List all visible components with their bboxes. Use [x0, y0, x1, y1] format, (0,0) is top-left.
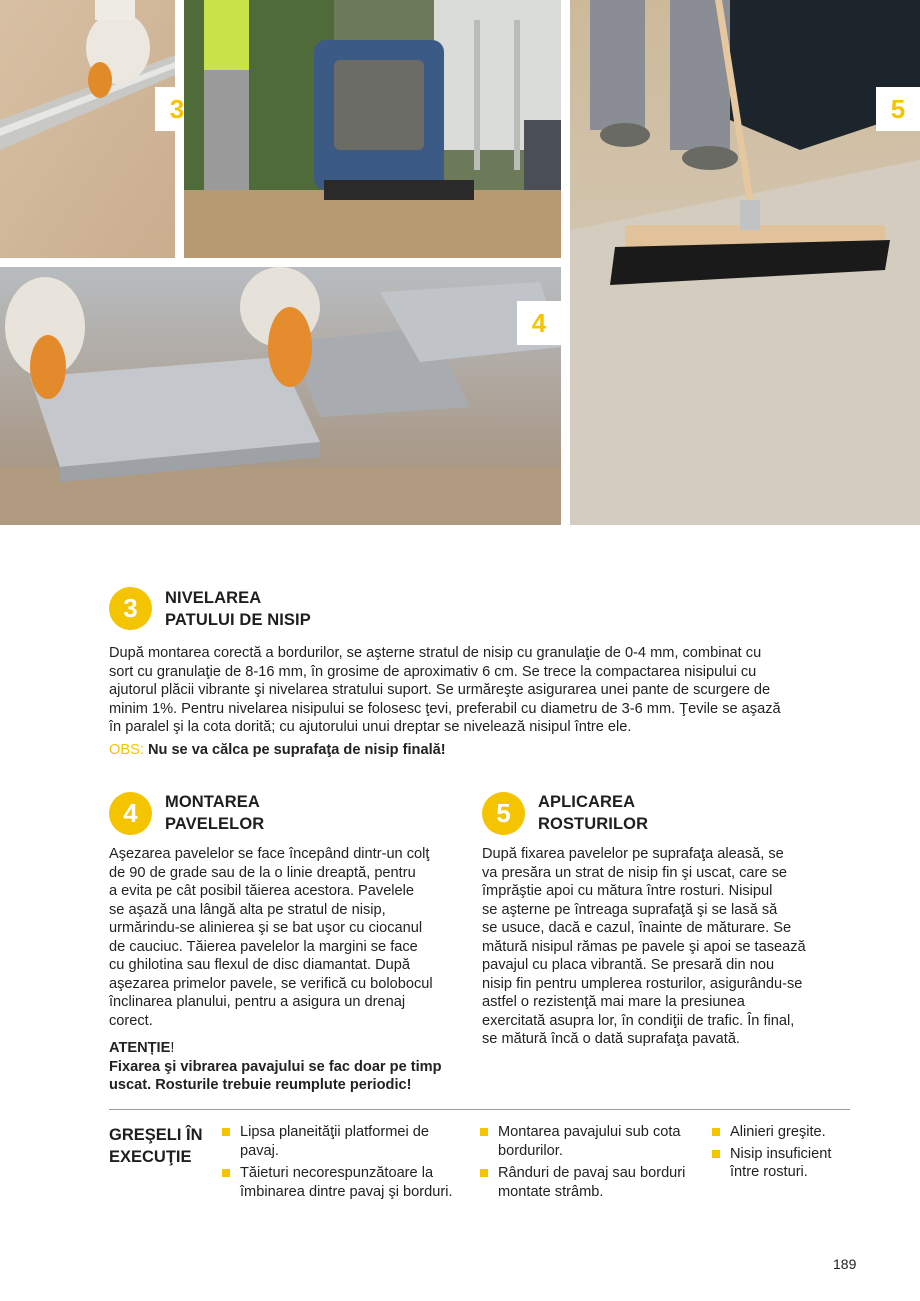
text-line: va presăra un strat de nisip fin şi uscat, care se [482, 864, 787, 881]
text-line: Aşezarea pavelelor se face începând dintr-un colţ [109, 846, 430, 862]
text-line: urmărindu-se alinierea şi se bat uşor cu ciocanul [109, 920, 423, 936]
photo-sweeping [570, 0, 920, 525]
text-line: se aşterne pe întreaga suprafaţă şi se lasă să [482, 901, 778, 918]
laying-pavers-image [0, 267, 561, 525]
photo-leveling [0, 0, 175, 258]
step-4-title-line2: PAVELELOR [165, 815, 265, 833]
text-line: minim 1%. Pentru nivelarea nisipului se folosesc ţevi, preferabil cu diametru de 3-6 mm. Ţevile se aşază [109, 700, 781, 717]
photo-tag-5: 5 [876, 87, 920, 131]
error-text-line: Lipsa planeităţii platformei de [240, 1124, 430, 1140]
error-item [712, 1145, 857, 1182]
text-line: După montarea corectă a bordurilor, se aşterne stratul de nisip cu granulaţie de 0-4 mm, combinat cu [109, 645, 762, 661]
step-3-title [165, 587, 311, 631]
text-line: sort cu granulaţie de 8-16 mm, în grosime de aproximativ 6 cm. Se trece la compactarea nisipului cu [109, 663, 757, 680]
bullet-square-icon [222, 1128, 230, 1136]
text-line: în paralel şi la cota dorită; cu ajutorului unui dreptar se nivelează nisipul între ele. [109, 719, 632, 735]
text-line: de 90 de grade sau de la o linie dreaptă, pentru [109, 864, 416, 881]
step-3-paragraph [109, 644, 854, 737]
errors-list-col1 [222, 1123, 472, 1205]
error-text-line: între rosturi. [730, 1164, 808, 1180]
error-text-line: Tăieturi necorespunzătoare la [240, 1165, 434, 1181]
bullet-square-icon [222, 1169, 230, 1177]
obs-text: Nu se va călca pe suprafaţa de nisip finală! [147, 742, 446, 758]
bullet-square-icon [480, 1128, 488, 1136]
leveling-image [0, 0, 175, 258]
errors-title-line1: GREŞELI ÎN [109, 1126, 203, 1144]
step-3-title-line2: PATULUI DE NISIP [165, 611, 311, 629]
step-5-title-line2: ROSTURILOR [538, 815, 649, 833]
error-text-line: Rânduri de pavaj sau borduri [498, 1165, 686, 1181]
error-text-line: îmbinarea dintre pavaj şi borduri. [240, 1183, 453, 1200]
errors-title [109, 1124, 203, 1168]
text-line: corect. [109, 1012, 153, 1029]
step-5-title-line1: APLICAREA [538, 793, 636, 811]
text-line: cu ghilotina sau flexul de disc diamantat. După [109, 957, 410, 973]
text-line: ajutorul plăcii vibrante şi nivelarea stratului suport. Se urmăreşte asigurarea unei pante de scurgere de [109, 682, 771, 698]
step-4-number-circle: 4 [109, 792, 152, 835]
text-line: se mătură încă o dată suprafaţa pavată. [482, 1031, 740, 1047]
step-5-title [538, 791, 648, 835]
step-4-attention-note [109, 1039, 479, 1095]
bullet-square-icon [712, 1150, 720, 1158]
text-line: de cauciuc. Tăierea pavelelor la margini se face [109, 938, 418, 955]
error-text-line: bordurilor. [498, 1142, 563, 1159]
error-item [222, 1164, 472, 1201]
photo-tag-3: 3 [155, 87, 199, 131]
attention-line1: Fixarea şi vibrarea pavajului se fac doar pe timp [109, 1058, 442, 1075]
step-5-paragraph [482, 845, 852, 1049]
photo-tag-4: 4 [517, 301, 561, 345]
error-text-line: Montarea pavajului sub cota [498, 1124, 681, 1140]
error-item [712, 1123, 857, 1142]
errors-list-col2 [480, 1123, 705, 1205]
attention-label: ATENȚIE [109, 1040, 171, 1056]
error-item [222, 1123, 472, 1160]
error-text-line: Alinieri greşite. [730, 1124, 826, 1140]
bullet-square-icon [480, 1169, 488, 1177]
error-item [480, 1164, 705, 1201]
errors-title-line2: EXECUŢIE [109, 1148, 192, 1166]
text-line: nisip fin pentru umplerea rosturilor, asigurându-se [482, 975, 803, 992]
sweeping-image [570, 0, 920, 525]
text-line: exercitată asupra lor, în condiţii de trafic. În final, [482, 1012, 795, 1029]
bullet-square-icon [712, 1128, 720, 1136]
photo-laying-pavers [0, 267, 561, 525]
attention-mark: ! [170, 1040, 175, 1056]
error-text-line: Nisip insuficient [730, 1145, 832, 1162]
errors-list-col3 [712, 1123, 857, 1186]
step-5-number-circle: 5 [482, 792, 525, 835]
step-3-title-line1: NIVELAREA [165, 589, 262, 607]
step-3-obs-note [109, 741, 446, 760]
attention-line2: uscat. Rosturile trebuie reumplute periodic! [109, 1077, 412, 1093]
text-line: pavajul cu placa vibrantă. Se presară din nou [482, 957, 775, 973]
text-line: se usuce, dacă e cazul, înainte de măturare. Se [482, 920, 792, 936]
compactor-image [184, 0, 561, 258]
page-number: 189 [833, 1256, 857, 1272]
step-4-title [165, 791, 264, 835]
section-divider [109, 1109, 850, 1110]
text-line: aşezarea primelor pavele, se verifică cu bolobocul [109, 975, 433, 992]
text-line: se aşază una lângă alta pe stratul de nisip, [109, 901, 386, 918]
error-text-line: pavaj. [240, 1142, 279, 1159]
error-item [480, 1123, 705, 1160]
text-line: a evita pe cât posibil tăierea acestora. Pavelele [109, 883, 415, 899]
error-text-line: montate strâmb. [498, 1183, 604, 1200]
photo-compactor [184, 0, 561, 258]
text-line: împrăştie apoi cu mătura între rosturi. Nisipul [482, 883, 773, 899]
step-3-number-circle: 3 [109, 587, 152, 630]
text-line: mătură nisipul rămas pe pavele şi apoi se tasează [482, 938, 806, 955]
text-line: înclinarea planului, pentru a asigura un drenaj [109, 994, 406, 1010]
text-line: astfel o rezistenţă mai mare la presiunea [482, 994, 745, 1010]
step-4-paragraph [109, 845, 469, 1030]
step-4-title-line1: MONTAREA [165, 793, 260, 811]
obs-label: OBS: [109, 742, 144, 758]
text-line: După fixarea pavelelor pe suprafaţa aleasă, se [482, 846, 784, 862]
